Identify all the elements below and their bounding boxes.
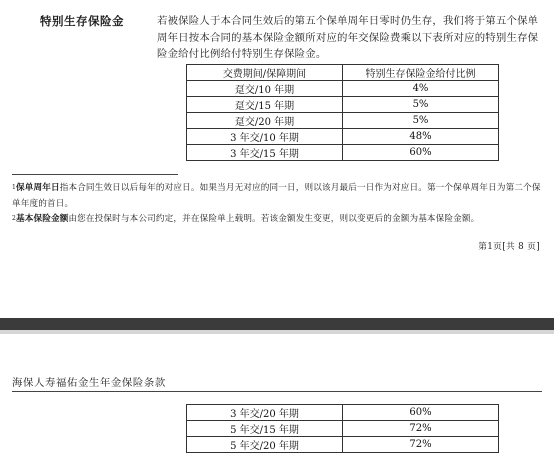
- table-cell-ratio: 5%: [343, 113, 499, 129]
- page-number: 第1页[共 8 页]: [478, 242, 540, 252]
- table-cell-ratio: 48%: [343, 129, 499, 145]
- footnote-divider: [12, 174, 178, 175]
- table-row: [187, 113, 499, 129]
- document-page-2: [0, 334, 554, 474]
- table-row: [187, 97, 499, 113]
- footnote-text: 指本合同生效日以后每年的对应日。如果当月无对应的同一日，则以该月最后一日作为对应日。第一个保单周年日为第二个保单年度的首日。: [12, 183, 541, 209]
- table-cell-period: 趸交/10 年期: [187, 81, 343, 97]
- footnote-mark: 2: [12, 215, 16, 222]
- section-body: 若被保险人于本合同生效后的第五个保单周年日零时仍生存，我们将于第五个保单周年日按本合同的基本保险金额所对应的年交保险费乘以下表所对应的特别生存保险金给付比例给付特别生存保险金。: [157, 15, 539, 60]
- table-cell-period: 3 年交/10 年期: [187, 129, 343, 145]
- table-cell-ratio: 60%: [343, 145, 499, 161]
- table-row: [187, 437, 499, 453]
- table-row: [187, 129, 499, 145]
- table-row: [187, 145, 499, 161]
- footnotes: [12, 181, 542, 228]
- header-divider: [12, 391, 542, 392]
- footnote-text: 由您在投保时与本公司约定，并在保险单上载明。若该金额发生变更，则以变更后的金额为基本保险金额。: [68, 214, 480, 224]
- table-cell-ratio: 72%: [343, 437, 499, 453]
- table-cell-period: 趸交/15 年期: [187, 97, 343, 113]
- table-cell-period: 3 年交/15 年期: [187, 145, 343, 161]
- table-row: [187, 405, 499, 421]
- table-cell-period: 趸交/20 年期: [187, 113, 343, 129]
- section-title: 特别生存保险金: [40, 14, 124, 28]
- table-cell-ratio: 4%: [343, 81, 499, 97]
- table-cell-ratio: 5%: [343, 97, 499, 113]
- page-separator: [0, 318, 554, 330]
- footnote-mark: 1: [12, 184, 16, 191]
- page-header-title: 海保人寿福佑金生年金保险条款: [12, 377, 166, 389]
- table-cell-period: 5 年交/15 年期: [187, 421, 343, 437]
- table-cell-ratio: 60%: [343, 405, 499, 421]
- table-cell-ratio: 72%: [343, 421, 499, 437]
- table-row: [187, 81, 499, 97]
- table-row: [187, 421, 499, 437]
- table-header-ratio: 特别生存保险金给付比例: [343, 65, 499, 81]
- table-header-period: 交费期间/保障期间: [187, 65, 343, 81]
- payout-ratio-table: [186, 64, 499, 161]
- payout-ratio-table-continued: [186, 404, 499, 453]
- footnote-term: 基本保险金额: [15, 214, 69, 224]
- table-cell-period: 3 年交/20 年期: [187, 405, 343, 421]
- footnote-1: [12, 181, 542, 212]
- footnote-2: [12, 212, 542, 228]
- table-cell-period: 5 年交/20 年期: [187, 437, 343, 453]
- footnote-term: 保单周年日: [15, 183, 60, 193]
- table-header-row: [187, 65, 499, 81]
